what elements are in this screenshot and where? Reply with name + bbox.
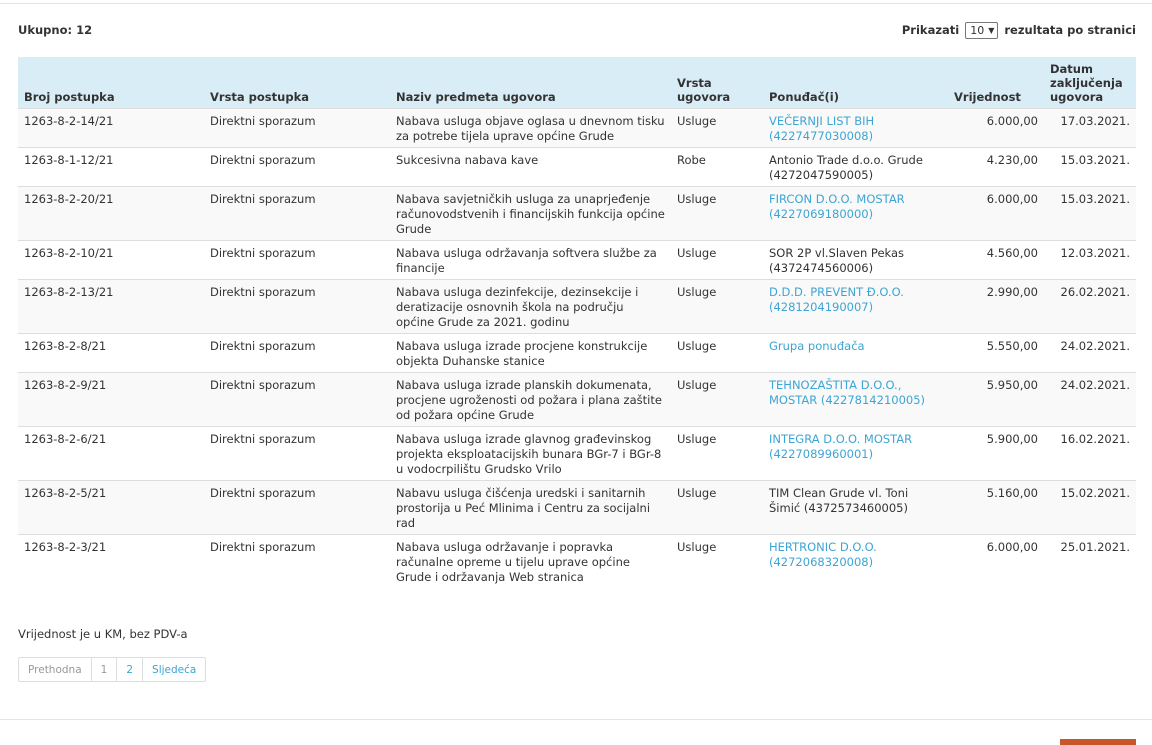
cell-broj: [18, 334, 204, 373]
cell-naziv-text: Nabava usluga izrade planskih dokumenata, procjene ugroženosti od požara i plana zaštite od požara općine Grude: [396, 378, 662, 422]
per-page-value: 10: [970, 23, 985, 37]
cell-datum-text: 24.02.2021.: [1060, 339, 1130, 353]
cell-vrijednost-text: 6.000,00: [986, 114, 1038, 128]
cell-vrijednost-text: 5.160,00: [986, 486, 1038, 500]
cell-vrsta-postupka-text: Direktni sporazum: [210, 339, 316, 353]
cell-vrsta-postupka: [204, 109, 390, 148]
cell-broj-text: 1263-8-1-12/21: [24, 153, 114, 167]
cell-vrsta-ugovora-text: Usluge: [677, 378, 717, 392]
cell-naziv: [390, 148, 671, 187]
cell-datum: [1044, 148, 1136, 187]
cell-vrsta-postupka: [204, 334, 390, 373]
chevron-down-icon: ▼: [988, 25, 995, 35]
cell-vrsta-ugovora: [671, 535, 763, 589]
col-header-datum[interactable]: Datum zaključenja ugovora: [1044, 57, 1136, 109]
cell-datum-text: 24.02.2021.: [1060, 378, 1130, 392]
bidder-link[interactable]: D.D.D. PREVENT Đ.O.O. (4281204190007): [769, 285, 904, 314]
cell-broj: [18, 280, 204, 334]
col-header-broj[interactable]: Broj postupka: [18, 57, 204, 109]
cell-vrijednost: [948, 535, 1044, 589]
cell-naziv-text: Nabava usluga izrade glavnog građevinskog projekta eksploatacijskih bunara BGr-7 i BGr-8 u vodocrpilištu Grudsko Vrilo: [396, 432, 662, 476]
cell-ponudac: [763, 373, 948, 427]
col-header-ponudac[interactable]: Ponuđač(i): [763, 57, 948, 109]
cell-ponudac: [763, 241, 948, 280]
cell-datum: [1044, 481, 1136, 535]
cell-naziv-text: Sukcesivna nabava kave: [396, 153, 539, 167]
cell-vrsta-postupka-text: Direktni sporazum: [210, 378, 316, 392]
cell-vrsta-ugovora-text: Robe: [677, 153, 706, 167]
cell-naziv: [390, 373, 671, 427]
cell-vrsta-postupka-text: Direktni sporazum: [210, 192, 316, 206]
table-row: [18, 334, 1136, 373]
cell-broj-text: 1263-8-2-9/21: [24, 378, 107, 392]
cell-datum: [1044, 241, 1136, 280]
cell-vrijednost-text: 5.950,00: [986, 378, 1038, 392]
table-row: [18, 187, 1136, 241]
cell-vrsta-postupka: [204, 481, 390, 535]
table-row: [18, 241, 1136, 280]
cell-vrijednost: [948, 241, 1044, 280]
cell-vrsta-ugovora: [671, 241, 763, 280]
contracts-table: [18, 57, 1136, 588]
pagination-prev[interactable]: Prethodna: [19, 658, 92, 681]
cell-vrsta-ugovora-text: Usluge: [677, 339, 717, 353]
cell-naziv-text: Nabava savjetničkih usluga za unaprjeđenje računovodstvenih i financijskih funkcija općine Grude: [396, 192, 665, 236]
cell-datum: [1044, 187, 1136, 241]
cell-naziv-text: Nabava usluga održavanje i popravka računalne opreme u tijelu uprave općine Grude i održavanja Web stranica: [396, 540, 630, 584]
cell-broj-text: 1263-8-2-10/21: [24, 246, 114, 260]
cell-vrijednost: [948, 373, 1044, 427]
cell-naziv-text: Nabava usluga održavanja softvera službe za financije: [396, 246, 657, 275]
cell-datum: [1044, 535, 1136, 589]
cell-datum-text: 12.03.2021.: [1060, 246, 1130, 260]
cell-vrijednost-text: 4.560,00: [986, 246, 1038, 260]
cell-broj: [18, 535, 204, 589]
cell-naziv: [390, 427, 671, 481]
cell-vrsta-ugovora-text: Usluge: [677, 246, 717, 260]
cell-vrsta-postupka-text: Direktni sporazum: [210, 540, 316, 554]
cell-vrsta-ugovora-text: Usluge: [677, 285, 717, 299]
cell-broj: [18, 427, 204, 481]
cell-broj: [18, 481, 204, 535]
cell-ponudac-text: Antonio Trade d.o.o. Grude (4272047590005): [769, 153, 923, 182]
cell-vrsta-postupka-text: Direktni sporazum: [210, 285, 316, 299]
cell-ponudac: [763, 481, 948, 535]
col-header-vrsta-ugovora[interactable]: Vrsta ugovora: [671, 57, 763, 109]
table-row: [18, 280, 1136, 334]
cell-ponudac-text: SOR 2P vl.Slaven Pekas (4372474560006): [769, 246, 905, 275]
cell-vrijednost-text: 2.990,00: [986, 285, 1038, 299]
cell-broj-text: 1263-8-2-13/21: [24, 285, 114, 299]
cell-vrijednost-text: 6.000,00: [986, 540, 1038, 554]
cell-naziv-text: Nabava usluga izrade procjene konstrukcije objekta Duhanske stanice: [396, 339, 648, 368]
cell-naziv: [390, 481, 671, 535]
bidder-link[interactable]: Grupa ponuđača: [769, 339, 865, 353]
cell-datum-text: 15.03.2021.: [1060, 153, 1130, 167]
col-header-vrijednost[interactable]: Vrijednost: [948, 57, 1044, 109]
cell-datum-text: 15.03.2021.: [1060, 192, 1130, 206]
cell-vrijednost: [948, 187, 1044, 241]
col-header-naziv[interactable]: Naziv predmeta ugovora: [390, 57, 671, 109]
bidder-link[interactable]: INTEGRA D.O.O. MOSTAR (4227089960001): [769, 432, 913, 461]
cell-broj-text: 1263-8-2-6/21: [24, 432, 107, 446]
cell-ponudac: [763, 334, 948, 373]
cell-vrijednost-text: 4.230,00: [986, 153, 1038, 167]
cell-vrsta-postupka-text: Direktni sporazum: [210, 432, 316, 446]
cell-vrsta-postupka: [204, 427, 390, 481]
cell-vrsta-ugovora: [671, 109, 763, 148]
cell-vrsta-postupka-text: Direktni sporazum: [210, 114, 316, 128]
table-row: [18, 109, 1136, 148]
table-row: [18, 481, 1136, 535]
cell-vrsta-postupka: [204, 148, 390, 187]
cell-datum-text: 15.02.2021.: [1060, 486, 1130, 500]
top-divider: [0, 0, 1152, 4]
per-page-select[interactable]: [965, 22, 998, 39]
cell-naziv-text: Nabava usluga dezinfekcije, dezinsekcije i deratizacije osnovnih škola na području općine Grude za 2021. godinu: [396, 285, 639, 329]
total-count: Ukupno: 12: [18, 23, 93, 37]
cell-vrsta-ugovora-text: Usluge: [677, 192, 717, 206]
cell-vrsta-postupka: [204, 535, 390, 589]
cell-naziv: [390, 109, 671, 148]
footer-accent-bar: [1060, 739, 1136, 745]
table-row: [18, 148, 1136, 187]
cell-naziv: [390, 241, 671, 280]
results-toolbar: [18, 20, 1136, 40]
cell-vrijednost: [948, 148, 1044, 187]
cell-vrsta-ugovora: [671, 334, 763, 373]
pagination-next[interactable]: Sljedeća: [152, 663, 197, 676]
table-row: [18, 427, 1136, 481]
cell-datum: [1044, 334, 1136, 373]
cell-vrsta-ugovora-text: Usluge: [677, 540, 717, 554]
cell-vrijednost: [948, 334, 1044, 373]
cell-vrijednost: [948, 280, 1044, 334]
per-page-suffix: rezultata po stranici: [1004, 23, 1136, 37]
cell-datum-text: 17.03.2021.: [1060, 114, 1130, 128]
cell-vrijednost: [948, 481, 1044, 535]
value-note: Vrijednost je u KM, bez PDV-a: [18, 627, 188, 641]
bidder-link[interactable]: FIRCON D.O.O. MOSTAR (4227069180000): [769, 192, 905, 221]
cell-broj-text: 1263-8-2-5/21: [24, 486, 107, 500]
table-row: [18, 535, 1136, 589]
cell-vrijednost-text: 5.900,00: [986, 432, 1038, 446]
cell-vrsta-ugovora-text: Usluge: [677, 486, 717, 500]
col-header-vrsta-postupka[interactable]: Vrsta postupka: [204, 57, 390, 109]
cell-broj: [18, 109, 204, 148]
per-page-control: [902, 22, 1136, 39]
pagination-page-2[interactable]: 2: [117, 658, 143, 681]
cell-datum-text: 16.02.2021.: [1060, 432, 1130, 446]
pagination-page-1[interactable]: 1: [92, 658, 118, 681]
cell-datum: [1044, 373, 1136, 427]
cell-ponudac: [763, 427, 948, 481]
cell-vrsta-postupka: [204, 280, 390, 334]
cell-vrsta-postupka-text: Direktni sporazum: [210, 486, 316, 500]
table-body: [18, 109, 1136, 589]
cell-ponudac: [763, 148, 948, 187]
cell-datum-text: 26.02.2021.: [1060, 285, 1130, 299]
cell-naziv: [390, 187, 671, 241]
cell-vrsta-postupka: [204, 187, 390, 241]
cell-vrsta-postupka: [204, 241, 390, 280]
cell-vrsta-ugovora: [671, 481, 763, 535]
cell-ponudac: [763, 109, 948, 148]
cell-broj-text: 1263-8-2-20/21: [24, 192, 114, 206]
cell-vrijednost-text: 5.550,00: [986, 339, 1038, 353]
cell-naziv: [390, 280, 671, 334]
table-row: [18, 373, 1136, 427]
cell-ponudac: [763, 535, 948, 589]
cell-naziv: [390, 535, 671, 589]
bidder-link[interactable]: TEHNOZAŠTITA D.O.O., MOSTAR (4227814210005): [769, 378, 926, 407]
cell-broj: [18, 187, 204, 241]
table-header-row: [18, 57, 1136, 109]
cell-ponudac: [763, 280, 948, 334]
cell-broj-text: 1263-8-2-3/21: [24, 540, 107, 554]
cell-datum-text: 25.01.2021.: [1060, 540, 1130, 554]
cell-ponudac: [763, 187, 948, 241]
cell-vrijednost: [948, 109, 1044, 148]
cell-vrsta-postupka-text: Direktni sporazum: [210, 153, 316, 167]
cell-broj: [18, 148, 204, 187]
cell-vrsta-postupka-text: Direktni sporazum: [210, 246, 316, 260]
cell-vrsta-ugovora: [671, 373, 763, 427]
cell-datum: [1044, 109, 1136, 148]
cell-broj: [18, 241, 204, 280]
cell-vrijednost-text: 6.000,00: [986, 192, 1038, 206]
cell-naziv-text: Nabavu usluga čišćenja uredski i sanitarnih prostorija u Peć Mlinima i Centru za socijalni rad: [396, 486, 651, 530]
cell-datum: [1044, 280, 1136, 334]
cell-naziv: [390, 334, 671, 373]
cell-datum: [1044, 427, 1136, 481]
cell-vrsta-ugovora: [671, 187, 763, 241]
bidder-link[interactable]: VEČERNJI LIST BIH (4227477030008): [769, 114, 875, 143]
cell-vrsta-ugovora: [671, 280, 763, 334]
per-page-prefix: Prikazati: [901, 23, 960, 37]
cell-vrsta-postupka: [204, 373, 390, 427]
cell-broj: [18, 373, 204, 427]
cell-vrsta-ugovora: [671, 148, 763, 187]
cell-vrijednost: [948, 427, 1044, 481]
cell-ponudac-text: TIM Clean Grude vl. Toni Šimić (4372573460005): [769, 486, 909, 515]
bottom-divider: [0, 719, 1152, 720]
pagination: [18, 657, 206, 682]
bidder-link[interactable]: HERTRONIC D.O.O. (4272068320008): [769, 540, 877, 569]
cell-broj-text: 1263-8-2-8/21: [24, 339, 107, 353]
cell-vrsta-ugovora-text: Usluge: [677, 114, 717, 128]
cell-vrsta-ugovora: [671, 427, 763, 481]
cell-broj-text: 1263-8-2-14/21: [24, 114, 114, 128]
cell-naziv-text: Nabava usluga objave oglasa u dnevnom tisku za potrebe tijela uprave općine Grude: [396, 114, 665, 143]
cell-vrsta-ugovora-text: Usluge: [677, 432, 717, 446]
